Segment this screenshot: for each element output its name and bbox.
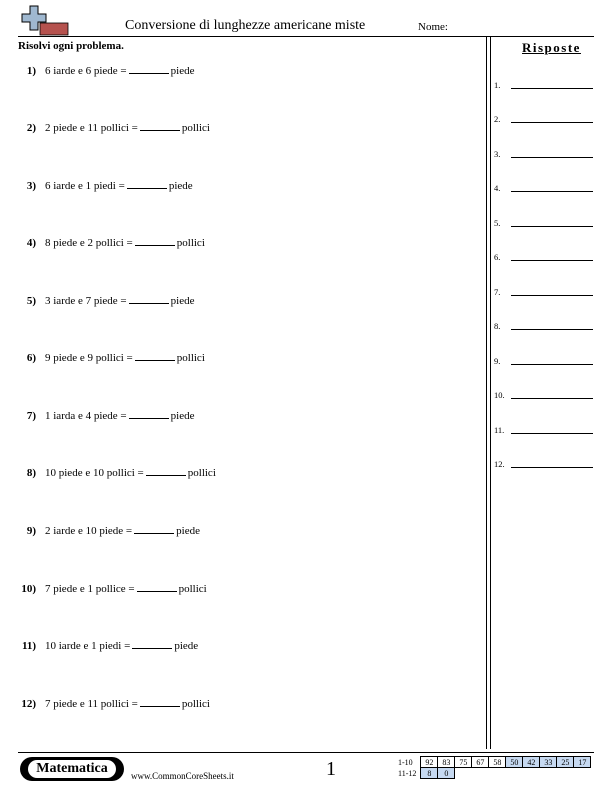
answer-blank[interactable] <box>135 244 175 246</box>
brand-label: Matematica <box>28 760 116 778</box>
problem-text: 10 piede e 10 pollici = <box>45 467 144 479</box>
plus-minus-logo-icon <box>18 4 70 36</box>
answer-blank[interactable] <box>127 187 167 189</box>
problem-text: 9 piede e 9 pollici = <box>45 352 133 364</box>
footer-divider <box>18 752 594 753</box>
header-divider <box>18 36 594 37</box>
answer-line <box>511 329 593 330</box>
problem-number: 1) <box>26 65 36 77</box>
score-cell: 92 <box>421 757 438 768</box>
answer-number: 9. <box>494 356 501 366</box>
answer-line <box>511 467 593 468</box>
problem-number: 4) <box>26 237 36 249</box>
column-divider <box>486 36 491 749</box>
answer-slot-3[interactable] <box>494 149 594 159</box>
problem-3 <box>18 180 193 192</box>
answer-blank[interactable] <box>140 705 180 707</box>
problem-text: 2 iarde e 10 piede = <box>45 525 133 537</box>
problem-unit: piede <box>170 410 195 422</box>
problem-9 <box>18 525 200 537</box>
answer-slot-4[interactable] <box>494 183 594 193</box>
problem-number: 3) <box>26 180 36 192</box>
answer-number: 7. <box>494 287 501 297</box>
answer-slot-7[interactable] <box>494 287 594 297</box>
problem-unit: piede <box>170 65 195 77</box>
problem-text: 2 piede e 11 pollici = <box>45 122 138 134</box>
problem-7 <box>18 410 194 422</box>
problem-unit: pollici <box>176 352 205 364</box>
problem-unit: piede <box>174 640 199 652</box>
answer-number: 10. <box>494 390 505 400</box>
answer-number: 2. <box>494 114 501 124</box>
answer-number: 1. <box>494 80 501 90</box>
score-cell: 75 <box>455 757 472 768</box>
score-row-label: 1-10 <box>398 757 413 767</box>
problem-1 <box>18 65 194 77</box>
problem-number: 12) <box>21 698 36 710</box>
problem-text: 8 piede e 2 pollici = <box>45 237 133 249</box>
answer-number: 5. <box>494 218 501 228</box>
problem-number: 11) <box>21 640 36 652</box>
answer-blank[interactable] <box>129 72 169 74</box>
problem-unit: pollici <box>187 467 216 479</box>
site-url: www.CommonCoreSheets.it <box>131 771 234 781</box>
problem-4 <box>18 237 205 249</box>
answer-number: 4. <box>494 183 501 193</box>
answer-line <box>511 364 593 365</box>
problem-unit: piede <box>176 525 200 537</box>
brand-badge <box>20 757 124 781</box>
answer-line <box>511 295 593 296</box>
answer-number: 11. <box>494 425 505 435</box>
worksheet-title: Conversione di lunghezze americane miste <box>125 18 366 33</box>
problem-text: 3 iarde e 7 piede = <box>45 295 127 307</box>
answer-slot-10[interactable] <box>494 390 594 400</box>
problem-10 <box>18 583 207 595</box>
problem-unit: piede <box>170 295 195 307</box>
problem-6 <box>18 352 205 364</box>
answer-slot-6[interactable] <box>494 252 594 262</box>
answer-line <box>511 88 593 89</box>
answer-blank[interactable] <box>132 647 172 649</box>
problem-text: 6 iarde e 6 piede = <box>45 65 127 77</box>
score-cell: 67 <box>472 757 489 768</box>
problem-text: 6 iarde e 1 piedi = <box>45 180 125 192</box>
problem-number: 9) <box>26 525 36 537</box>
problem-8 <box>18 467 216 479</box>
answer-slot-2[interactable] <box>494 114 594 124</box>
answer-number: 6. <box>494 252 501 262</box>
answer-blank[interactable] <box>146 474 186 476</box>
answer-line <box>511 433 593 434</box>
score-row-1-10 <box>396 757 591 768</box>
answer-line <box>511 398 593 399</box>
answer-slot-1[interactable] <box>494 80 594 90</box>
score-cell: 25 <box>557 757 574 768</box>
page-number: 1 <box>326 758 336 780</box>
answer-blank[interactable] <box>140 129 180 131</box>
answer-line <box>511 157 593 158</box>
answers-title: Risposte <box>522 40 581 55</box>
problem-5 <box>18 295 194 307</box>
answer-slot-8[interactable] <box>494 321 594 331</box>
answer-number: 3. <box>494 149 501 159</box>
answer-blank[interactable] <box>135 359 175 361</box>
answer-line <box>511 260 593 261</box>
problem-number: 5) <box>26 295 36 307</box>
score-cell: 50 <box>506 757 523 768</box>
answer-blank[interactable] <box>129 302 169 304</box>
problem-text: 7 piede e 1 pollice = <box>45 583 135 595</box>
problem-number: 6) <box>26 352 36 364</box>
answer-number: 12. <box>494 459 505 469</box>
problem-text: 10 iarde e 1 piedi = <box>45 640 131 652</box>
score-cell: 58 <box>489 757 506 768</box>
problem-2 <box>18 122 210 134</box>
problem-12 <box>18 698 210 710</box>
problem-unit: piede <box>168 180 193 192</box>
answer-number: 8. <box>494 321 501 331</box>
problem-number: 2) <box>26 122 36 134</box>
problem-number: 7) <box>26 410 36 422</box>
instructions: Risolvi ogni problema. <box>18 40 124 52</box>
problem-number: 8) <box>26 467 36 479</box>
score-row-label: 11-12 <box>398 768 417 778</box>
answer-slot-5[interactable] <box>494 218 594 228</box>
problem-number: 10) <box>21 583 36 595</box>
score-cell: 33 <box>540 757 557 768</box>
score-table <box>396 756 591 779</box>
answer-line <box>511 191 593 192</box>
problem-text: 7 piede e 11 pollici = <box>45 698 138 710</box>
name-label: Nome: <box>418 21 448 33</box>
score-cell: 83 <box>438 757 455 768</box>
problem-unit: pollici <box>176 237 205 249</box>
problem-unit: pollici <box>181 122 210 134</box>
problem-unit: pollici <box>178 583 207 595</box>
answer-blank[interactable] <box>134 532 174 534</box>
answer-blank[interactable] <box>137 590 177 592</box>
score-cell: 0 <box>438 768 455 779</box>
score-row-11-12 <box>396 768 591 779</box>
score-cell: 42 <box>523 757 540 768</box>
answer-blank[interactable] <box>129 417 169 419</box>
answer-slot-9[interactable] <box>494 356 594 366</box>
problem-11 <box>18 640 198 652</box>
score-cell: 8 <box>421 768 438 779</box>
answer-slot-12[interactable] <box>494 459 594 469</box>
answer-slot-11[interactable] <box>494 425 594 435</box>
answer-line <box>511 226 593 227</box>
score-cell: 17 <box>574 757 591 768</box>
answer-line <box>511 122 593 123</box>
problem-text: 1 iarda e 4 piede = <box>45 410 127 422</box>
problem-unit: pollici <box>181 698 210 710</box>
